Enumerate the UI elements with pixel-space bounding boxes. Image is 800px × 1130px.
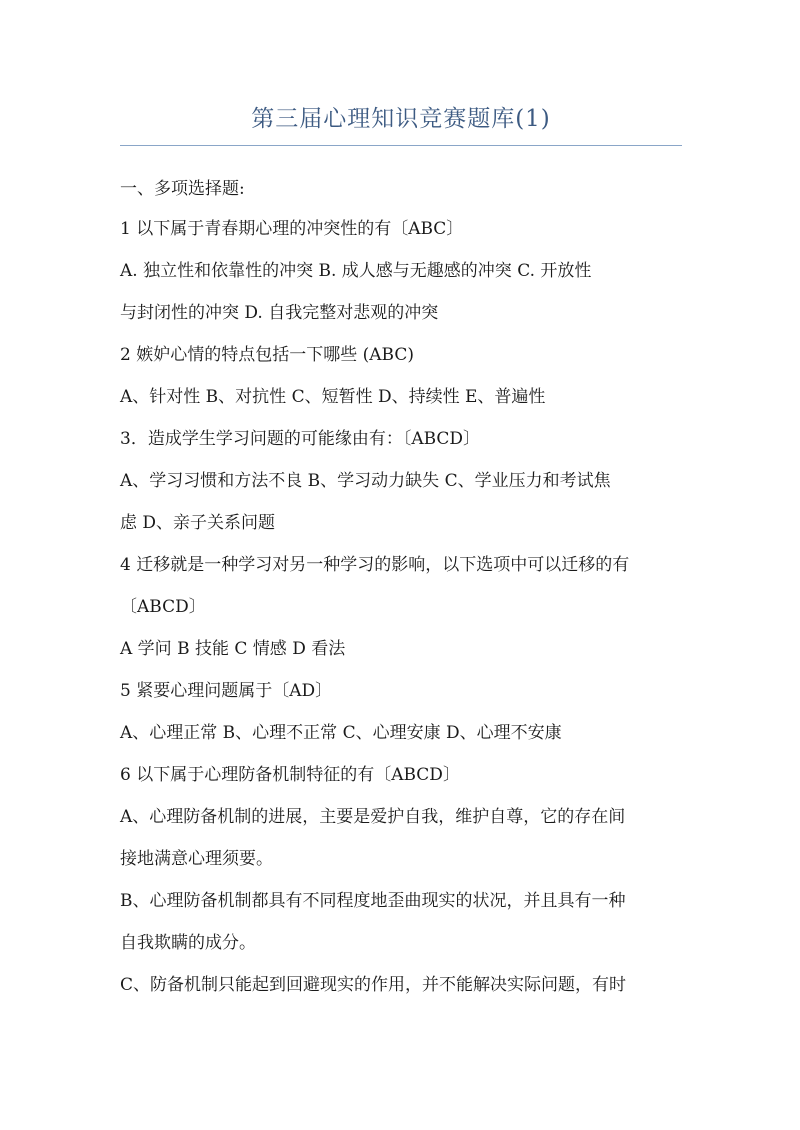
question-5-stem: 5 紧要心理问题属于〔AD〕 (120, 681, 333, 701)
question-6-option-a-line-1: A、心理防备机制的进展，主要是爱护自我，维护自尊，它的存在间 (120, 807, 626, 827)
question-6-option-a-line-2: 接地满意心理须要。 (120, 849, 273, 869)
section-heading: 一、多项选择题: (120, 179, 245, 199)
document-title: 第三届心理知识竞赛题库(1) (251, 106, 551, 132)
question-6-stem: 6 以下属于心理防备机制特征的有〔ABCD〕 (120, 765, 460, 785)
question-5-options: A、心理正常 B、心理不正常 C、心理安康 D、心理不安康 (120, 723, 562, 743)
question-2-stem: 2 嫉妒心情的特点包括一下哪些 (ABC) (120, 345, 414, 365)
question-6-option-b-line-2: 自我欺瞒的成分。 (120, 933, 256, 953)
question-3-options-line-2: 虑 D、亲子关系问题 (120, 513, 276, 533)
question-2-options: A、针对性 B、对抗性 C、短暂性 D、持续性 E、普遍性 (120, 387, 546, 407)
question-4-stem-line-1: 4 迁移就是一种学习对另一种学习的影响，以下选项中可以迁移的有 (120, 555, 630, 575)
title-divider (120, 145, 682, 146)
question-4-options: A 学问 B 技能 C 情感 D 看法 (120, 639, 346, 659)
question-6-option-b-line-1: B、心理防备机制都具有不同程度地歪曲现实的状况，并且具有一种 (120, 891, 626, 911)
question-6-option-c-line-1: C、防备机制只能起到回避现实的作用，并不能解决实际问题，有时 (120, 975, 627, 995)
question-1-options-line-2: 与封闭性的冲突 D. 自我完整对悲观的冲突 (120, 303, 439, 323)
question-4-stem-line-2: 〔ABCD〕 (120, 597, 206, 617)
question-1-stem: 1 以下属于青春期心理的冲突性的有〔ABC〕 (120, 219, 464, 239)
question-3-options-line-1: A、学习习惯和方法不良 B、学习动力缺失 C、学业压力和考试焦 (120, 471, 611, 491)
question-1-options-line-1: A. 独立性和依靠性的冲突 B. 成人感与无趣感的冲突 C. 开放性 (120, 261, 592, 281)
question-3-stem: 3．造成学生学习问题的可能缘由有：〔ABCD〕 (120, 429, 481, 449)
